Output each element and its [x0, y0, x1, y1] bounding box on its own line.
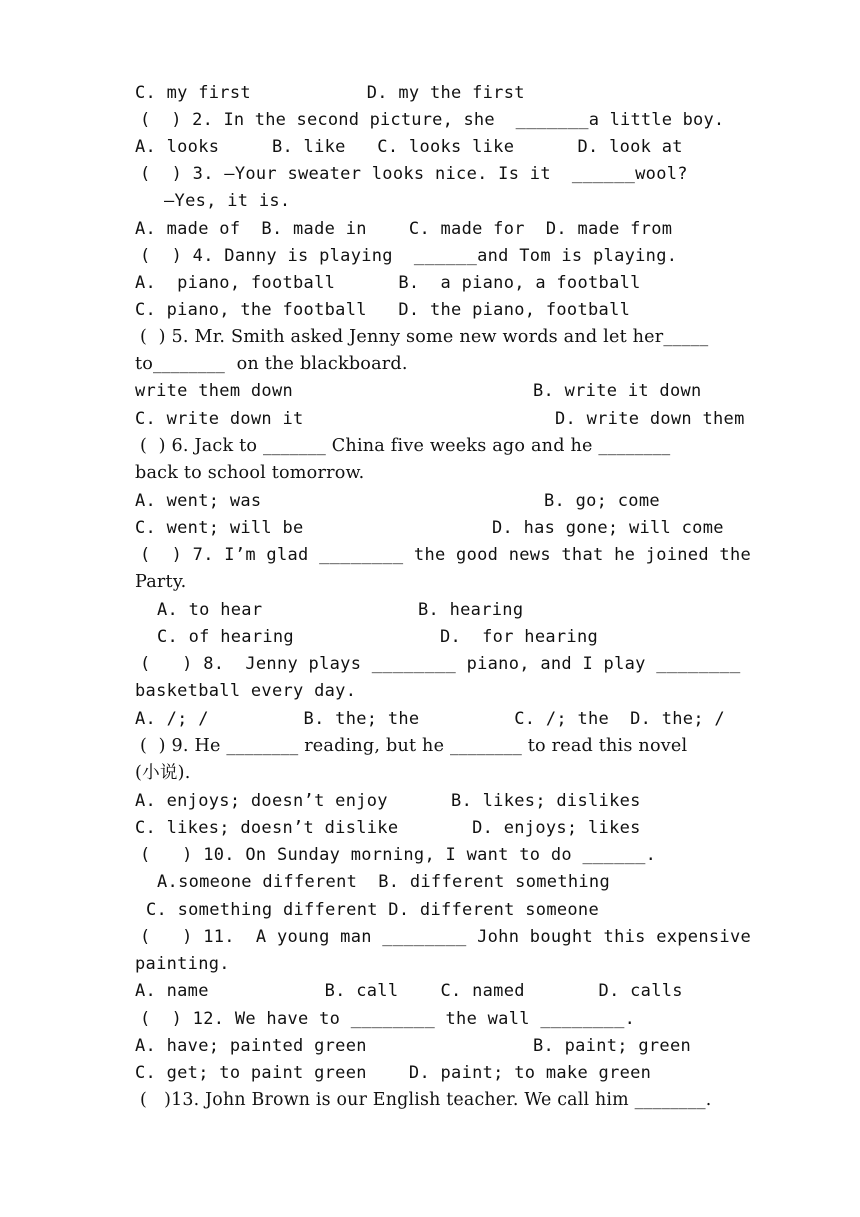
- q4-stem: ( ) 4. Danny is playing ______and Tom is playing.: [140, 246, 678, 266]
- q10-options-c-d: C. something different D. different someone: [146, 900, 599, 920]
- q9-options-a-b: A. enjoys; doesn’t enjoy B. likes; dislikes: [135, 791, 641, 811]
- q8-stem-cont: basketball every day.: [135, 681, 357, 701]
- q10-options-a-b: A.someone different B. different something: [157, 872, 610, 892]
- q5-stem: ( ) 5. Mr. Smith asked Jenny some new words and let her_____: [140, 327, 709, 347]
- q12-option-a: A. have; painted green: [135, 1036, 367, 1056]
- q7-stem: ( ) 7. I’m glad ________ the good news that he joined the: [140, 545, 752, 565]
- q5-option-d: D. write down them: [555, 409, 745, 429]
- q5-option-b: B. write it down: [533, 381, 702, 401]
- q5-option-a: write them down: [135, 381, 294, 401]
- q4-options-c-d: C. piano, the football D. the piano, football: [135, 300, 631, 320]
- q8-stem: ( ) 8. Jenny plays ________ piano, and I play ________: [140, 654, 741, 674]
- q2-options: A. looks B. like C. looks like D. look at: [135, 137, 683, 157]
- q13-stem: ( )13. John Brown is our English teacher. We call him ________.: [140, 1090, 712, 1110]
- q4-options-a-b: A. piano, football B. a piano, a football: [135, 273, 641, 293]
- q7-option-c: C. of hearing: [157, 627, 294, 647]
- q6-stem-cont: back to school tomorrow.: [135, 463, 365, 483]
- q7-option-b: B. hearing: [418, 600, 524, 620]
- q7-stem-cont: Party.: [135, 572, 187, 592]
- q3-stem: ( ) 3. —Your sweater looks nice. Is it ______wool?: [140, 164, 688, 184]
- q6-stem: ( ) 6. Jack to _______ China five weeks ago and he ________: [140, 436, 671, 456]
- q5-stem-cont: to________ on the blackboard.: [135, 354, 408, 374]
- q11-stem: ( ) 11. A young man ________ John bought this expensive: [140, 927, 752, 947]
- q10-stem: ( ) 10. On Sunday morning, I want to do ______.: [140, 845, 657, 865]
- q3-options: A. made of B. made in C. made for D. made from: [135, 219, 673, 239]
- q12-options-c-d: C. get; to paint green D. paint; to make green: [135, 1063, 652, 1083]
- q11-options: A. name B. call C. named D. calls: [135, 981, 683, 1001]
- q6-option-c: C. went; will be: [135, 518, 304, 538]
- q6-option-b: B. go; come: [544, 491, 660, 511]
- q5-option-c: C. write down it: [135, 409, 304, 429]
- q3-answer: —Yes, it is.: [164, 191, 291, 211]
- q12-stem: ( ) 12. We have to ________ the wall ________.: [140, 1009, 636, 1029]
- q11-stem-cont: painting.: [135, 954, 230, 974]
- q9-options-c-d: C. likes; doesn’t dislike D. enjoys; likes: [135, 818, 641, 838]
- q7-option-d: D. for hearing: [440, 627, 599, 647]
- q9-stem-cont: (小说).: [135, 763, 191, 783]
- q7-option-a: A. to hear: [157, 600, 263, 620]
- q8-options: A. /; / B. the; the C. /; the D. the; /: [135, 709, 725, 729]
- q6-option-d: D. has gone; will come: [492, 518, 724, 538]
- q6-option-a: A. went; was: [135, 491, 262, 511]
- q12-option-b: B. paint; green: [533, 1036, 692, 1056]
- q9-stem: ( ) 9. He ________ reading, but he ________ to read this novel: [140, 736, 688, 756]
- q2-stem: ( ) 2. In the second picture, she _______a little boy.: [140, 110, 725, 130]
- q1-options-c-d: C. my first D. my the first: [135, 83, 525, 103]
